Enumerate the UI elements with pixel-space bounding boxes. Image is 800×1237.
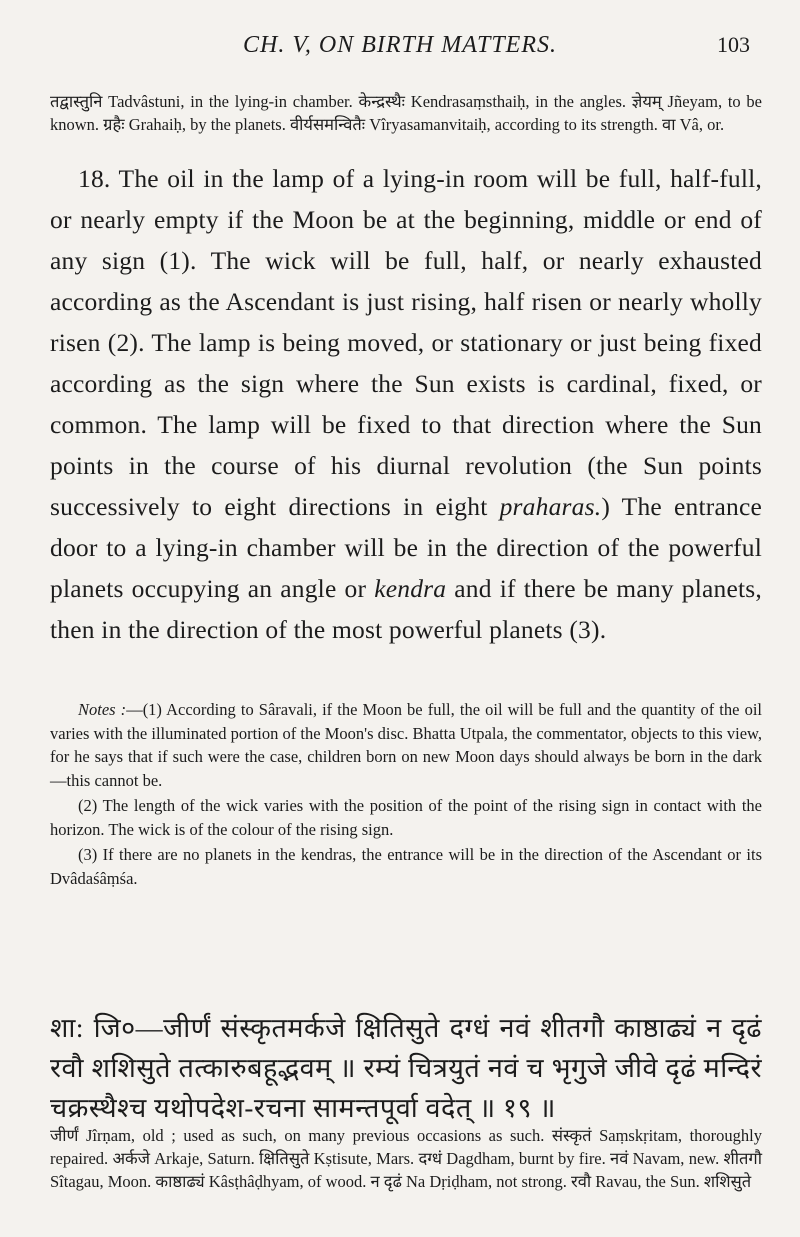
running-head-title: CH. V, ON BIRTH MATTERS. (242, 32, 557, 58)
italic-term: praharas. (499, 492, 602, 521)
note-2: (2) The length of the wick varies with the position of the point of the rising sign in contact with the horizon. The wick is of the colour of the rising sign. (50, 796, 762, 839)
italic-term-kendra: kendra (374, 574, 447, 603)
sanskrit-verse: शा: जि०—जीर्णं संस्कृतमर्कजे क्षितिसुते दग्धं नवं शीतगौ काष्ठाढ्यं न दृढं रवौ शशिसुते तत्कारुबहूद्भवम् ॥ रम्यं चित्रयुतं नवं च भृगुजे जीवे दृढं मन्दिरं चक्रस्थैश्च यथोपदेश-रचना सामन्तपूर्वा वदेत् ॥ १९ ॥ (50, 1013, 762, 1123)
notes-label: Notes : (78, 700, 127, 719)
page-number: 103 (717, 32, 750, 57)
note-1-text: —(1) According to Sâravali, if the Moon be full, the oil will be full and the quantity of the oil varies with the illuminated portion of the Moon's disc. Bhatta Utpala, the commentator, objects to this view, for he says that if such were the case, children born on new Moon days should always be born in the dark—this cannot be. (50, 700, 762, 790)
verse-translation (50, 158, 762, 650)
word-gloss-bottom: जीर्णं Jîrṇam, old ; used as such, on many previous occasions as such. संस्कृतं Saṃskṛitam, thoroughly repaired. अर्कजे Arkaje, Saturn. क्षितिसुते Kṣtisute, Mars. दग्धं Dagdham, burnt by fire. नवं Navam, new. शीतगौ Sîtagau, Moon. काष्ठाढ्यं Kâsṭhâḍhyam, of wood. न दृढं Na Dṛiḍham, not strong. रवौ Ravau, the Sun. शशिसुते (50, 1126, 762, 1191)
verse-number: 18. (78, 164, 111, 193)
translation-text: The oil in the lamp of a lying-in room will be full, half-full, or nearly empty if the Moon be at the beginning, middle or end of any sign (1). The wick will be full, half, or nearly exhausted according as the Ascendant is just rising, half risen or nearly wholly risen (2). The lamp is being moved, or stationary or just being fixed according as the sign where the Sun exists is cardinal, fixed, or common. The lamp will be fixed to that direction where the Sun points in the course of his diurnal revolution (the Sun points successively to eight directions in eight (50, 164, 762, 521)
note-1 (50, 698, 762, 792)
note-3: (3) If there are no planets in the kendras, the entrance will be in the direction of the Ascendant or its Dvâdaśâṃśa. (50, 845, 762, 888)
translation-text-cont: ) The entrance door to a lying-in chamber will be in the direction of the powerful planets occupying an angle or (50, 492, 762, 603)
translation-text-end: and if there be many planets, then in the direction of the most powerful planets (3). (50, 574, 762, 644)
translation-paragraph (50, 158, 762, 650)
running-head (50, 32, 750, 60)
notes-section (50, 698, 762, 890)
word-gloss-top: तद्वास्तुनि Tadvâstuni, in the lying-in chamber. केन्द्रस्थैः Kendrasaṃsthaiḥ, in the angles. ज्ञेयम् Jñeyam, to be known. ग्रहैः Grahaiḥ, by the planets. वीर्यसमन्वितैः Vîryasamanvitaiḥ, according to its strength. वा Vâ, or. (50, 92, 762, 134)
